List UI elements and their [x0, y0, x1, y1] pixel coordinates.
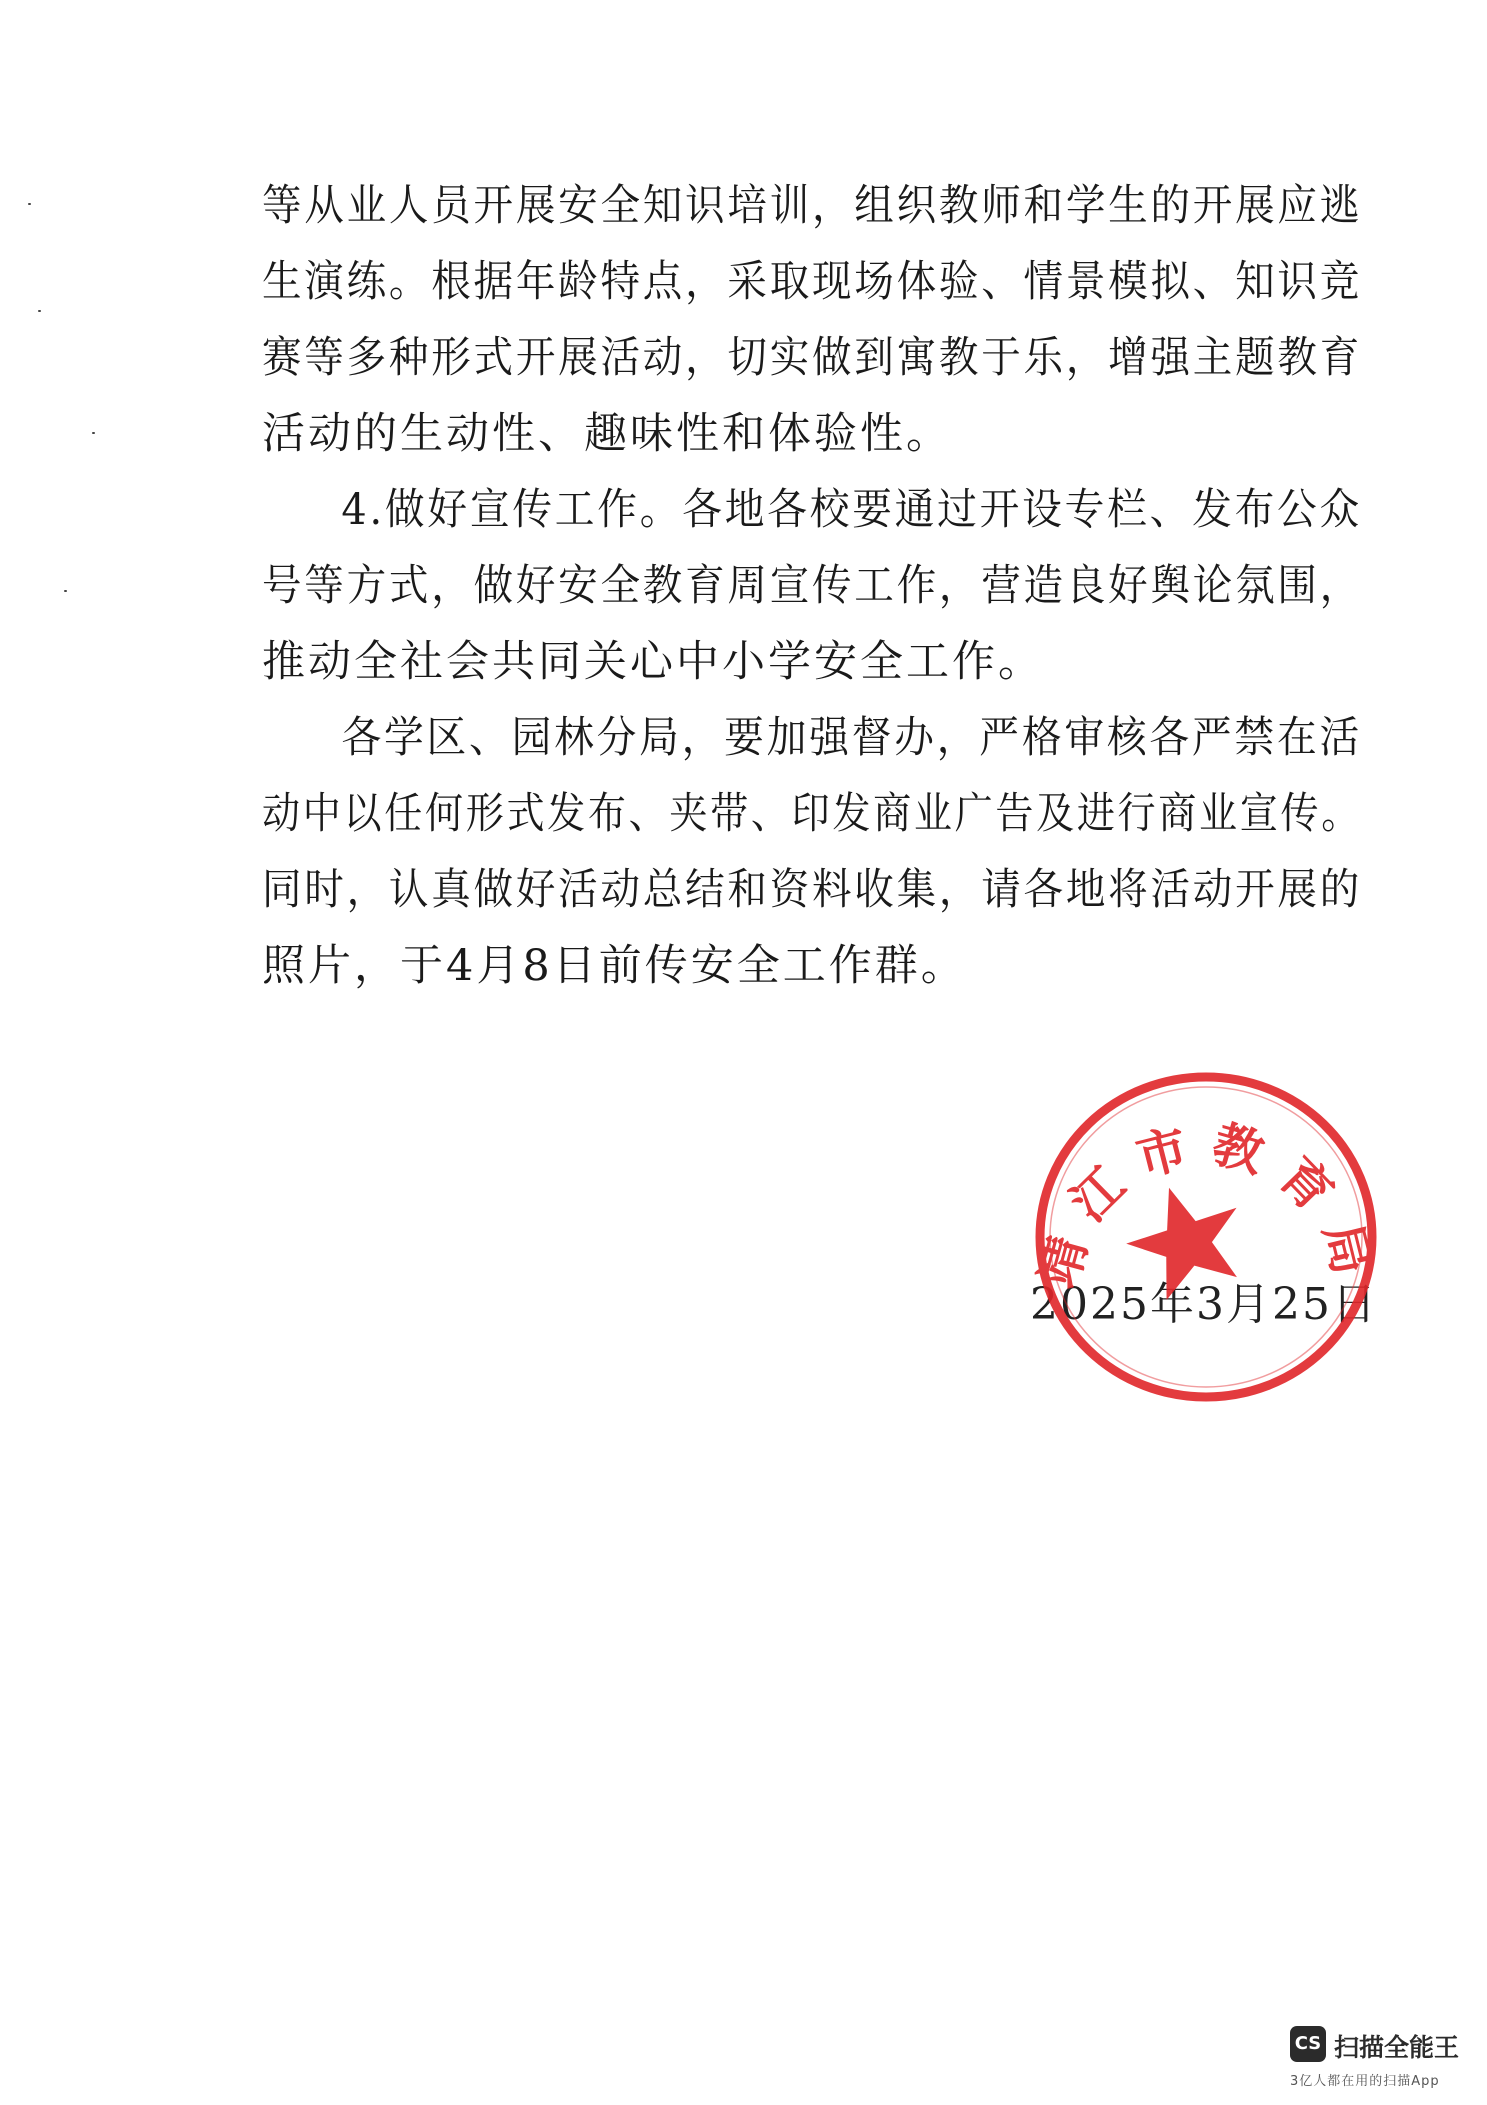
text-line: 推动全社会共同关心中小学安全工作。 [262, 637, 1044, 687]
text-line: 同时，认真做好活动总结和资料收集，请各地将活动开展的 [262, 865, 1362, 915]
body-text [262, 168, 1362, 1004]
scan-speck [92, 432, 95, 434]
text-line: 赛等多种形式开展活动，切实做到寓教于乐，增强主题教育 [262, 333, 1362, 383]
text-line: 4.做好宣传工作。各地各校要通过开设专栏、发布公众 [341, 485, 1363, 535]
text-line: 照片，于4月8日前传安全工作群。 [262, 941, 967, 991]
text-line: 动中以任何形式发布、夹带、印发商业广告及进行商业宣传。 [262, 789, 1362, 839]
scanner-watermark [1290, 2024, 1470, 2094]
document-date: 2025年3月25日 [1030, 1279, 1378, 1330]
text-line: 等从业人员开展安全知识培训，组织教师和学生的开展应逃 [262, 181, 1362, 231]
text-line: 活动的生动性、趣味性和体验性。 [262, 409, 952, 459]
camscanner-logo-icon: CS [1290, 2026, 1326, 2062]
scan-speck [64, 590, 67, 592]
text-line: 号等方式，做好安全教育周宣传工作，营造良好舆论氛围， [262, 561, 1362, 611]
official-seal [1016, 1065, 1386, 1410]
scan-speck [38, 310, 41, 312]
text-line: 生演练。根据年龄特点，采取现场体验、情景模拟、知识竞 [262, 257, 1362, 307]
watermark-tagline: 3亿人都在用的扫描App [1290, 2074, 1440, 2089]
text-line: 各学区、园林分局，要加强督办，严格审核各严禁在活 [341, 713, 1362, 763]
watermark-brand: 扫描全能王 [1334, 2033, 1460, 2062]
seal-text: 靖江市教育局 [1028, 1113, 1386, 1298]
scan-speck [28, 203, 31, 205]
